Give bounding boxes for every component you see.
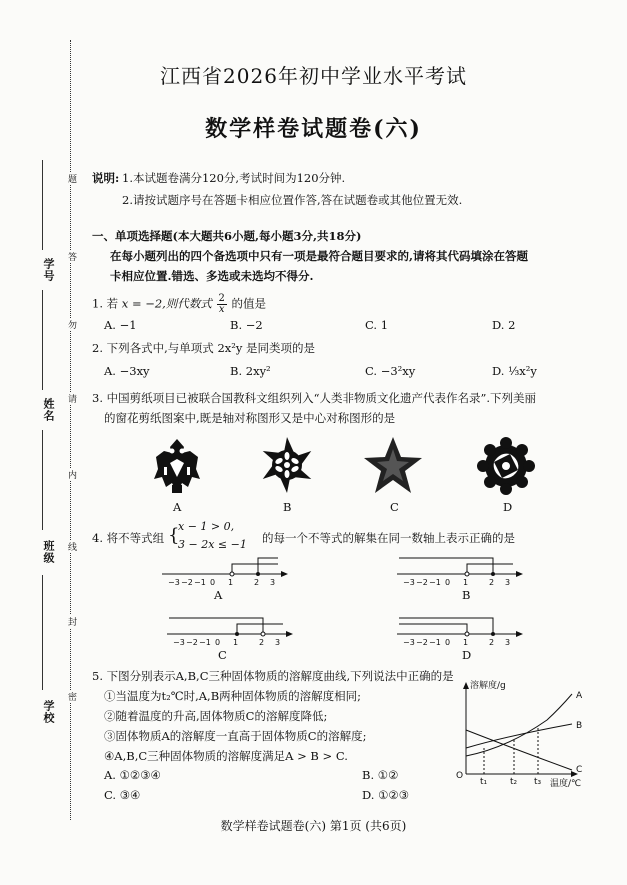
number-line-c: [165, 612, 295, 648]
graph-tick-t1: t₁: [480, 777, 488, 787]
number-line-b: [395, 552, 525, 588]
number-line-a: [160, 552, 290, 588]
field-class: 班级: [42, 540, 55, 564]
papercut-five-point-star: [362, 435, 424, 497]
tick-label: 2: [489, 578, 495, 587]
papercut-rosette: [475, 435, 537, 497]
seal-char: 答: [66, 252, 76, 261]
seal-char: 请: [66, 394, 76, 403]
q3-stem-2: 的窗花剪纸图案中,既是轴对称图形又是中心对称图形的是: [104, 411, 396, 425]
tick-label: 2: [254, 578, 260, 587]
tick-label: 0: [215, 638, 221, 647]
q1-option-b: B. −2: [230, 318, 263, 332]
curve-a: [466, 694, 572, 756]
tick-label: −3: [173, 638, 185, 647]
seal-char: 题: [66, 174, 76, 183]
tick-label: 3: [505, 638, 511, 647]
tick-label: −1: [429, 638, 441, 647]
seal-char: 密: [66, 692, 76, 701]
tick-label: 2: [489, 638, 495, 647]
graph-label-b: B: [576, 721, 583, 731]
q1-option-d: D. 2: [492, 318, 516, 332]
q4-stem-a: 4. 将不等式组: [92, 531, 165, 545]
graph-label-c: C: [576, 765, 583, 775]
note-1: 1.本试题卷满分120分,考试时间为120分钟.: [122, 171, 346, 185]
field-line: [42, 430, 44, 530]
q4-stem-b: 的每一个不等式的解集在同一数轴上表示正确的是: [262, 531, 515, 545]
q1-stem-c: 的值是: [231, 296, 267, 311]
papercut-bird-figure: [152, 437, 202, 497]
q1-fraction: [217, 294, 227, 315]
curve-c: [466, 730, 572, 770]
exam-title: 江西省2026年初中学业水平考试: [160, 64, 467, 88]
q1-stem-b: x = −2,则代数式: [121, 296, 212, 311]
graph-origin: O: [456, 771, 464, 781]
graph-tick-t2: t₂: [510, 777, 518, 787]
field-line: [42, 575, 44, 690]
q1-stem: [92, 294, 266, 315]
tick-label: 1: [233, 638, 239, 647]
q5-statement-3: ③固体物质A的溶解度一直高于固体物质C的溶解度;: [104, 729, 367, 743]
q2-stem: 2. 下列各式中,与单项式 2x²y 是同类项的是: [92, 341, 316, 355]
seal-char: 勿: [66, 320, 76, 329]
q4-label-c: C: [218, 648, 227, 662]
q3-stem-1: 3. 中国剪纸项目已被联合国教科文组织列入“人类非物质文化遗产代表作名录”.下列美丽: [92, 391, 537, 405]
tick-label: −2: [416, 638, 428, 647]
section-instruction-1: 在每小题列出的四个备选项中只有一项是最符合题目要求的,请将其代码填涂在答题: [110, 249, 528, 263]
tick-label: −3: [168, 578, 180, 587]
q5-statement-1: ①当温度为t₂℃时,A,B两种固体物质的溶解度相同;: [104, 689, 362, 703]
tick-label: 1: [228, 578, 234, 587]
q4-brace: {: [168, 525, 180, 546]
q5-option-d: D. ①②③: [362, 788, 410, 802]
q4-label-b: B: [462, 588, 471, 602]
note-2: 2.请按试题序号在答题卡相应位置作答,答在试题卷或其他位置无效.: [122, 193, 463, 207]
tick-label: 1: [463, 638, 469, 647]
graph-tick-t3: t₃: [534, 777, 542, 787]
q5-option-c: C. ③④: [104, 788, 141, 802]
q4-inequality-2: 3 − 2x ≤ −1: [178, 538, 247, 551]
tick-label: −1: [199, 638, 211, 647]
q5-stem: 5. 下图分别表示A,B,C三种固体物质的溶解度曲线,下列说法中正确的是: [92, 669, 454, 683]
tick-label: −3: [403, 578, 415, 587]
seal-char: 线: [66, 542, 76, 551]
section-heading: 一、单项选择题(本大题共6小题,每小题3分,共18分): [92, 229, 362, 243]
tick-label: 3: [505, 578, 511, 587]
tick-label: −2: [181, 578, 193, 587]
tick-label: 3: [270, 578, 276, 587]
tick-label: −3: [403, 638, 415, 647]
q2-option-d: D. ⅓x²y: [492, 364, 537, 378]
q2-option-b: B. 2xy²: [230, 364, 271, 378]
q3-label-b: B: [283, 500, 292, 514]
notes-label: 说明:: [92, 171, 120, 185]
tick-label: −2: [416, 578, 428, 587]
tick-label: 2: [259, 638, 265, 647]
q1-stem-a: 1. 若: [92, 296, 119, 311]
q4-label-d: D: [462, 648, 472, 662]
papercut-pinwheel-star: [257, 435, 317, 495]
tick-label: 1: [463, 578, 469, 587]
graph-xlabel: 温度/℃: [550, 779, 582, 788]
field-name: 姓名: [42, 398, 55, 422]
seal-char: 封: [66, 617, 76, 626]
solubility-graph: [452, 678, 592, 788]
q5-option-b: B. ①②: [362, 768, 399, 782]
seal-char: 内: [66, 470, 76, 479]
q5-option-a: A. ①②③④: [104, 768, 161, 782]
graph-label-a: A: [576, 691, 583, 701]
q1-option-c: C. 1: [365, 318, 389, 332]
q1-option-a: A. −1: [104, 318, 137, 332]
q4-inequality-1: x − 1 > 0,: [178, 520, 235, 533]
field-line: [42, 160, 44, 250]
field-line: [42, 290, 44, 390]
page-footer: 数学样卷试题卷(六) 第1页 (共6页): [220, 819, 407, 833]
field-student-id: 学号: [42, 258, 55, 282]
q4-label-a: A: [214, 588, 223, 602]
q1-frac-num: 2: [218, 293, 225, 304]
binding-line: [70, 40, 71, 820]
q3-label-c: C: [390, 500, 399, 514]
q2-option-a: A. −3xy: [104, 364, 150, 378]
q3-label-a: A: [173, 500, 182, 514]
section-instruction-2: 卡相应位置.错选、多选或未选均不得分.: [110, 269, 314, 283]
tick-label: −1: [429, 578, 441, 587]
tick-label: 0: [445, 638, 451, 647]
tick-label: −1: [194, 578, 206, 587]
q2-option-c: C. −3²xy: [365, 364, 416, 378]
tick-label: −2: [186, 638, 198, 647]
q5-statement-4: ④A,B,C三种固体物质的溶解度满足A > B > C.: [104, 749, 348, 763]
tick-label: 0: [210, 578, 216, 587]
tick-label: 0: [445, 578, 451, 587]
tick-label: 3: [275, 638, 281, 647]
q5-statement-2: ②随着温度的升高,固体物质C的溶解度降低;: [104, 709, 328, 723]
paper-title: 数学样卷试题卷(六): [205, 116, 422, 142]
field-school: 学校: [42, 700, 55, 724]
q1-frac-den: x: [218, 304, 225, 315]
q3-label-d: D: [503, 500, 513, 514]
graph-ylabel: 溶解度/g: [470, 681, 506, 691]
number-line-d: [395, 612, 525, 648]
